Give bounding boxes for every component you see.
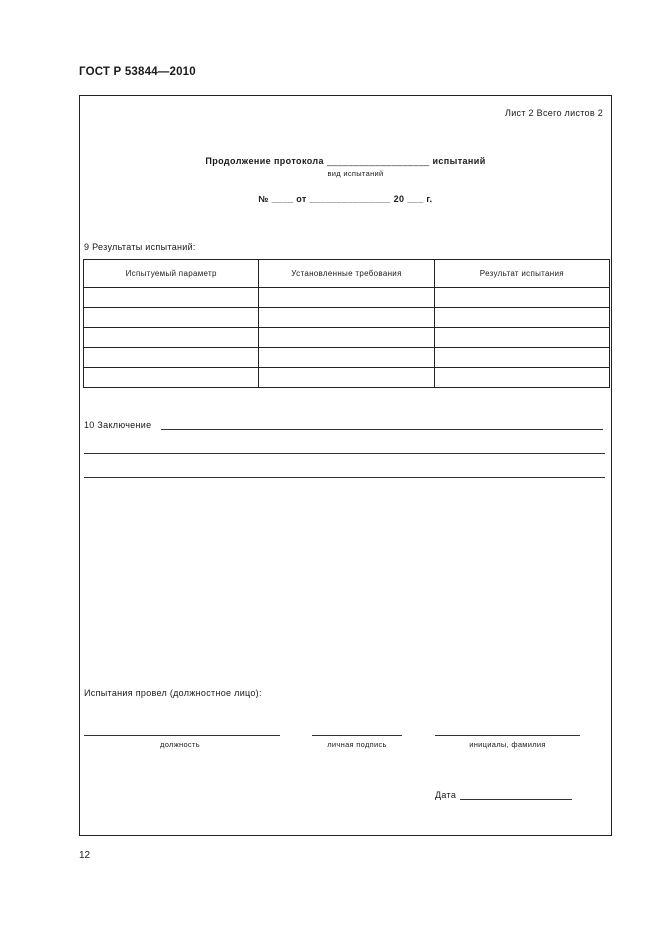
signature-line — [312, 735, 402, 736]
table-cell — [434, 368, 609, 388]
protocol-number-line: № ____ от _______________ 20 ___ г. — [258, 194, 433, 204]
table-cell — [259, 348, 434, 368]
table-cell — [84, 328, 259, 348]
table-cell — [259, 288, 434, 308]
table-cell — [259, 328, 434, 348]
name-caption: инициалы, фамилия — [469, 740, 546, 749]
signature-intro: Испытания провел (должностное лицо): — [84, 688, 262, 698]
position-caption: должность — [160, 740, 200, 749]
table-cell — [84, 368, 259, 388]
table-row — [84, 308, 610, 328]
table-cell — [84, 348, 259, 368]
date-line — [460, 799, 572, 800]
table-cell — [84, 288, 259, 308]
protocol-continuation-line — [79, 156, 612, 166]
table-cell — [84, 308, 259, 328]
section-10-title: 10 Заключение — [84, 420, 152, 430]
table-cell — [434, 288, 609, 308]
continuation-prefix: Продолжение протокола — [205, 156, 324, 166]
test-type-caption: вид испытаний — [327, 169, 384, 178]
page-number: 12 — [79, 850, 91, 861]
column-header: Установленные требования — [259, 260, 434, 288]
table-cell — [259, 308, 434, 328]
column-header: Результат испытания — [434, 260, 609, 288]
test-type-blank: ___________________ — [326, 156, 430, 166]
position-line — [84, 735, 280, 736]
section-9-title: 9 Результаты испытаний: — [84, 242, 196, 252]
table-row — [84, 368, 610, 388]
continuation-suffix: испытаний — [432, 156, 486, 166]
conclusion-line — [161, 429, 603, 430]
table-cell — [259, 368, 434, 388]
form-frame — [79, 95, 612, 836]
name-line — [435, 735, 580, 736]
table-cell — [434, 308, 609, 328]
signature-caption: личная подпись — [327, 740, 387, 749]
conclusion-line — [84, 453, 605, 454]
table-row — [84, 288, 610, 308]
sheet-info: Лист 2 Всего листов 2 — [505, 108, 604, 118]
column-header: Испытуемый параметр — [84, 260, 259, 288]
date-label: Дата — [435, 790, 457, 800]
table-header-row — [84, 260, 610, 288]
table-row — [84, 348, 610, 368]
results-table — [83, 259, 610, 388]
table-row — [84, 328, 610, 348]
table-cell — [434, 328, 609, 348]
conclusion-line — [84, 477, 605, 478]
table-cell — [434, 348, 609, 368]
document-code: ГОСТ Р 53844—2010 — [79, 66, 196, 78]
